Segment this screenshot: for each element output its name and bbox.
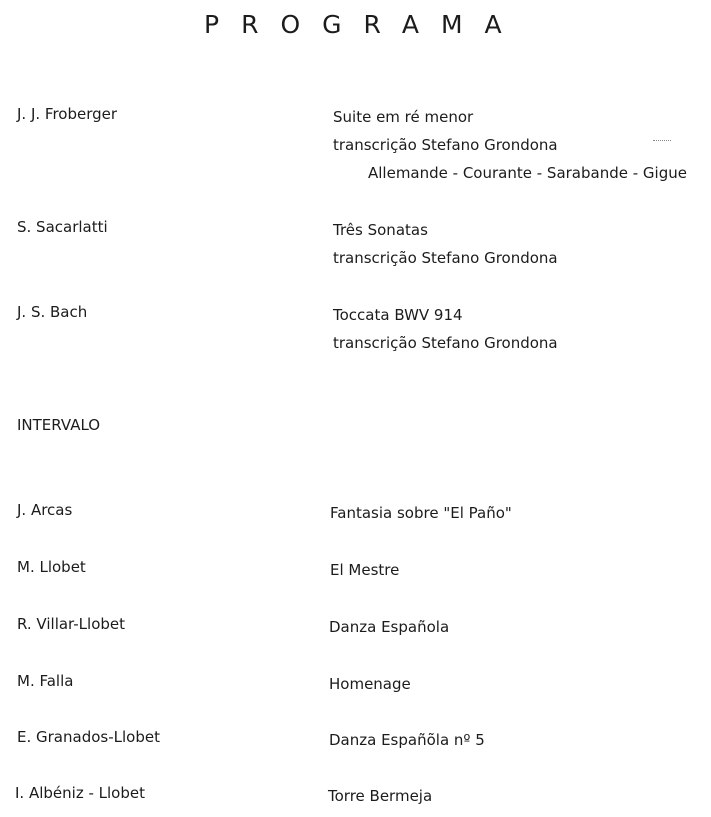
- transcription-froberger: transcrição Stefano Grondona: [333, 136, 558, 154]
- work-title-albeniz-llobet: Torre Bermeja: [328, 787, 433, 805]
- page-title: PROGRAMA: [204, 10, 524, 39]
- intermission-label: INTERVALO: [17, 416, 101, 434]
- work-title-villar-llobet: Danza Española: [329, 618, 450, 636]
- work-title-llobet: El Mestre: [330, 561, 400, 579]
- composer-villar-llobet: R. Villar-Llobet: [17, 615, 126, 633]
- work-title-arcas: Fantasia sobre "El Paño": [330, 504, 512, 522]
- transcription-bach: transcrição Stefano Grondona: [333, 334, 558, 352]
- scan-speck-mark: [653, 140, 671, 144]
- work-title-bach: Toccata BWV 914: [333, 306, 463, 324]
- work-title-falla: Homenage: [329, 675, 411, 693]
- work-title-scarlatti: Três Sonatas: [333, 221, 428, 239]
- work-title-granados-llobet: Danza Españõla nº 5: [329, 731, 485, 749]
- composer-scarlatti: S. Sacarlatti: [17, 218, 108, 236]
- composer-albeniz-llobet: I. Albéniz - Llobet: [15, 784, 145, 802]
- movements-froberger: Allemande - Courante - Sarabande - Gigue: [368, 164, 687, 182]
- work-title-froberger: Suite em ré menor: [333, 108, 474, 126]
- composer-froberger: J. J. Froberger: [17, 105, 118, 123]
- composer-bach: J. S. Bach: [17, 303, 88, 321]
- composer-falla: M. Falla: [17, 672, 74, 690]
- composer-granados-llobet: E. Granados-Llobet: [17, 728, 160, 746]
- composer-llobet: M. Llobet: [17, 558, 86, 576]
- composer-arcas: J. Arcas: [17, 501, 73, 519]
- transcription-scarlatti: transcrição Stefano Grondona: [333, 249, 558, 267]
